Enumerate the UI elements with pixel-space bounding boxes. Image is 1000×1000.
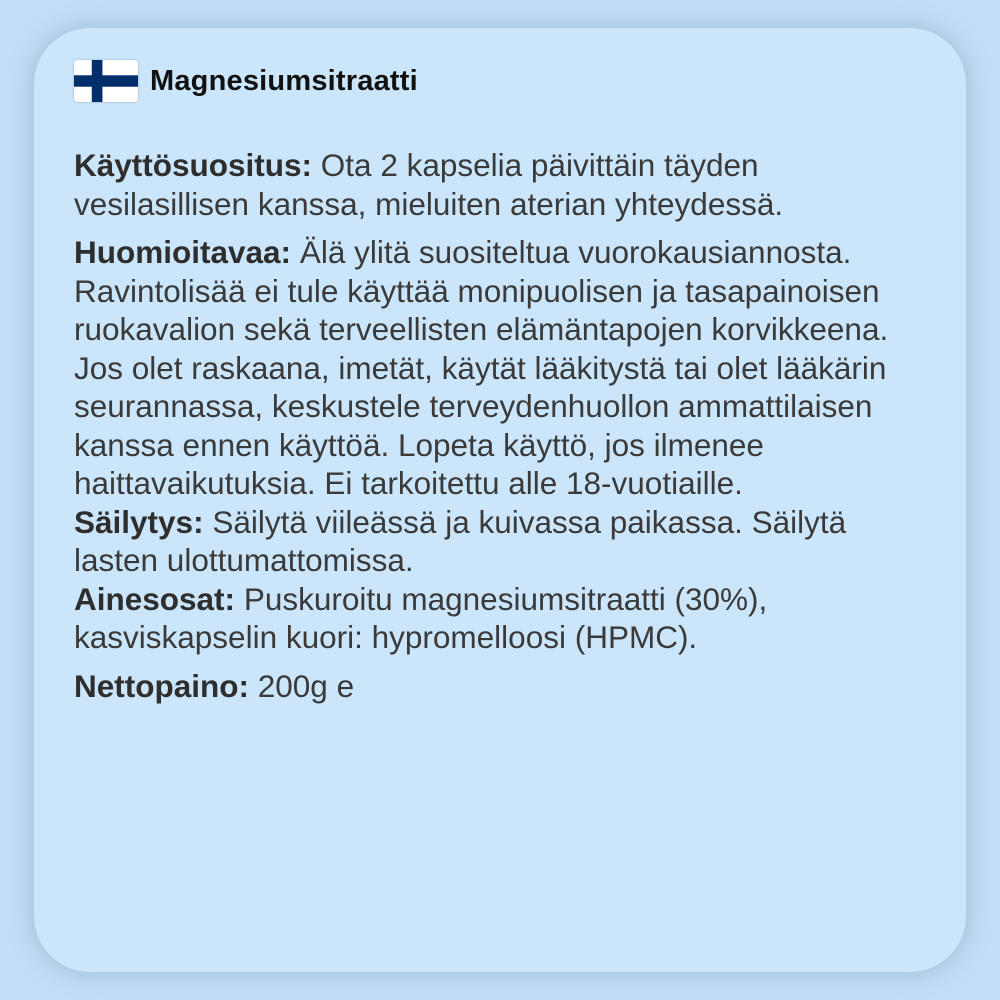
net-weight-section bbox=[74, 667, 934, 706]
usage-section bbox=[74, 146, 934, 223]
warnings-text: Älä ylitä suositeltua vuorokausiannosta. Ravintolisää ei tule käyttää monipuolisen ja tasapainoisen ruokavalion sekä terveellisten elämäntapojen korvikkeena. Jos olet raskaana, imetät, käytät lääkitystä tai olet lääkärin seurannassa, keskustele terveydenhuollon ammattilaisen kanssa ennen käyttöä. Lopeta käyttö, jos ilmenee haittavaikutuksia. Ei tarkoitettu alle 18-vuotiaille. bbox=[74, 234, 889, 501]
ingredients-text: Puskuroitu magnesiumsitraatti (30%), kasviskapselin kuori: hypromelloosi (HPMC). bbox=[74, 580, 768, 655]
net-weight-text: 200g e bbox=[257, 667, 355, 704]
product-details bbox=[74, 146, 934, 705]
product-info-card bbox=[34, 28, 966, 972]
usage-label: Käyttösuositus: bbox=[74, 147, 313, 183]
storage-section bbox=[74, 503, 934, 580]
warnings-section bbox=[74, 233, 934, 503]
finland-flag-icon bbox=[74, 60, 138, 102]
usage-text: Ota 2 kapselia päivittäin täyden vesilasillisen kanssa, mieluiten aterian yhteydessä. bbox=[74, 147, 784, 222]
net-weight-label: Nettopaino: bbox=[74, 667, 249, 704]
ingredients-section bbox=[74, 580, 934, 657]
ingredients-label: Ainesosat: bbox=[74, 580, 236, 617]
warnings-label: Huomioitavaa: bbox=[74, 234, 292, 270]
storage-text: Säilytä viileässä ja kuivassa paikassa. Säilytä lasten ulottumattomissa. bbox=[74, 503, 847, 578]
product-title: Magnesiumsitraatti bbox=[150, 64, 418, 97]
card-header bbox=[74, 60, 418, 102]
storage-label: Säilytys: bbox=[74, 503, 204, 540]
